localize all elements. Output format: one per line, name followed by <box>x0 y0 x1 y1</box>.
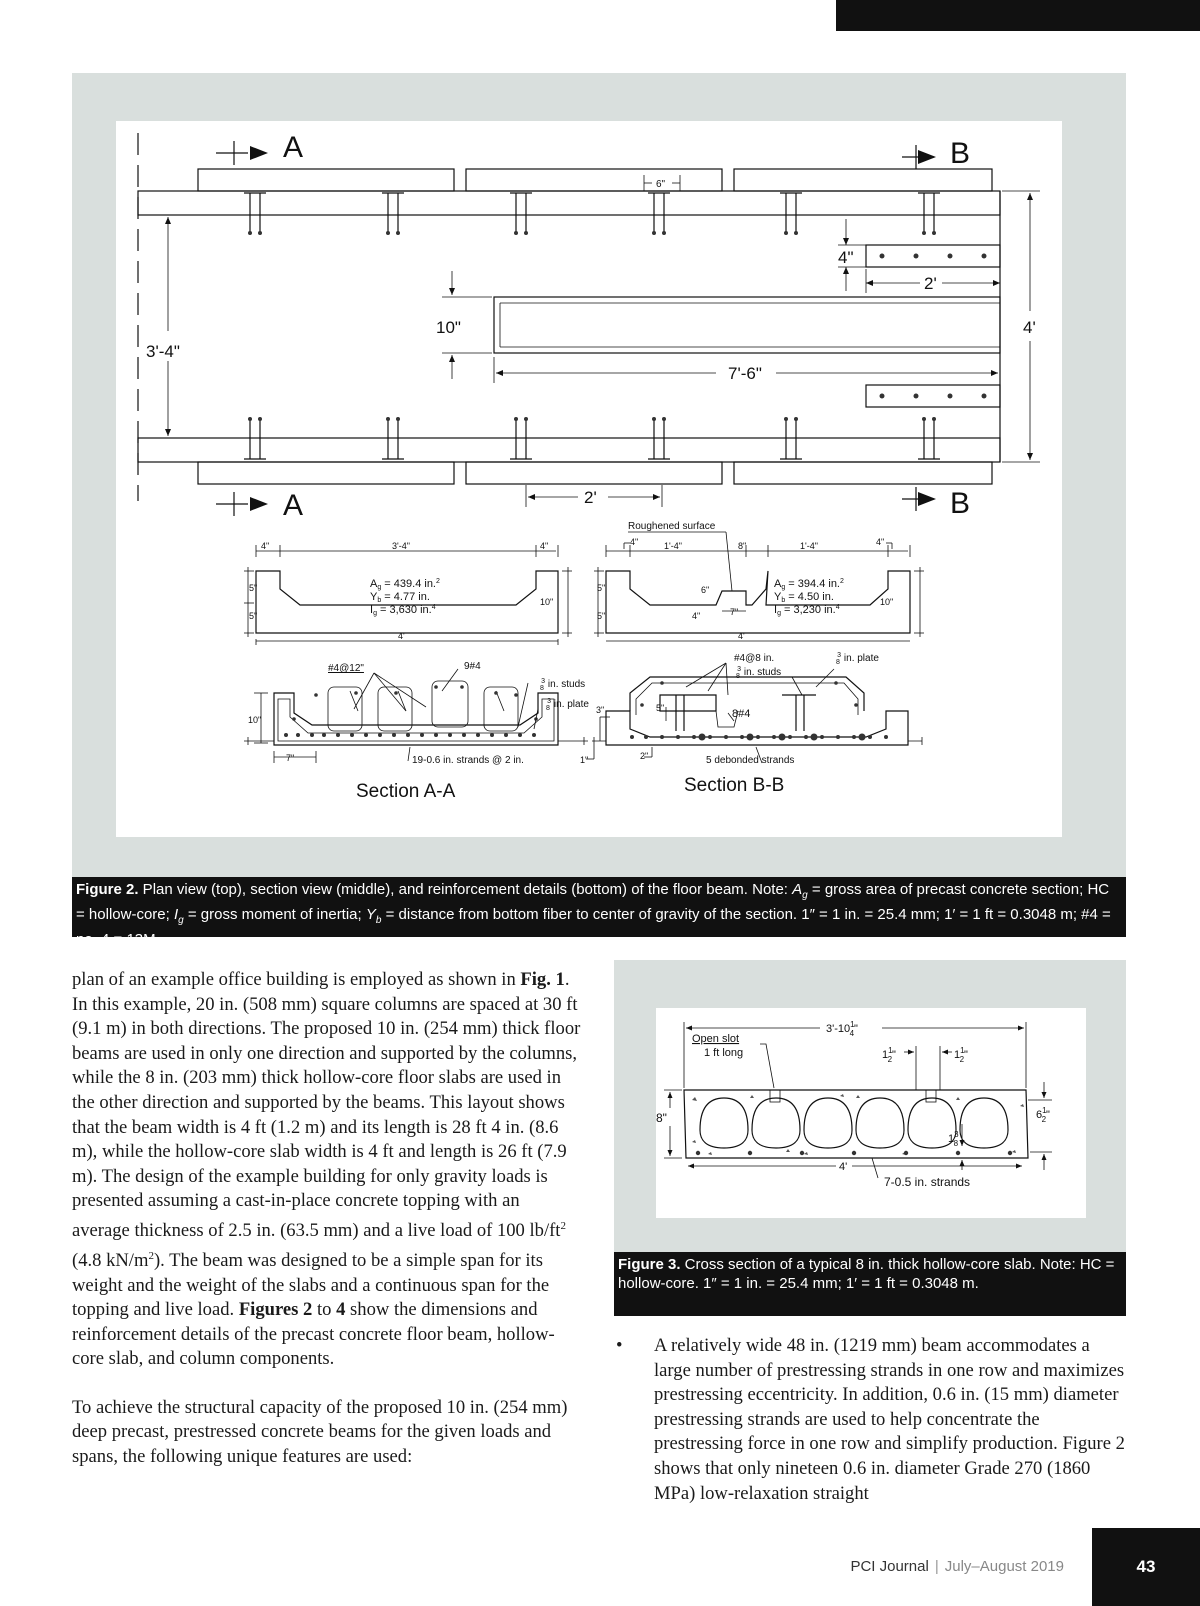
secB-dim-4b: 4' <box>738 631 745 641</box>
secA-dim-5b: 5" <box>249 611 258 621</box>
fig3-h8: 8" <box>656 1111 667 1125</box>
fig2-ref: Figures 2 <box>238 1299 313 1321</box>
caption-ig-sub: g <box>178 915 184 926</box>
secB-dim-8: 8" <box>738 541 747 551</box>
secB-bars: 8#4 <box>732 708 751 720</box>
caption-ag: A <box>792 881 803 898</box>
fig3-h6: $6^1$ 2" <box>1036 1106 1050 1124</box>
secA-dim-34: 3'-4" <box>392 541 410 551</box>
dim-4ft: 4' <box>1023 318 1036 337</box>
fig1-ref: Fig. 1 <box>520 969 565 990</box>
secA-dim-4l: 4" <box>261 541 270 551</box>
fig3-w1: $1^1$ 2" <box>882 1046 896 1064</box>
secA-ag: Ag = 439.4 in.$^2$ <box>370 578 440 591</box>
secA-strands-label: 19-0.6 in. strands @ 2 in. <box>412 755 524 766</box>
paragraph-2: To achieve the structural capacity of the proposed 10 in. (254 mm) deep precast, prestressed concrete beams for the given loads and spans, the following unique features are used: <box>72 1396 568 1468</box>
secA-studs: $^3$ 8 in. studs <box>540 678 586 692</box>
secB-dim-14l: 1'-4" <box>664 541 682 551</box>
dim-10in: 10" <box>436 318 461 337</box>
plan-view <box>138 131 1040 522</box>
plan-section-b-top: B <box>950 137 971 170</box>
secA-dim-10: 10" <box>248 715 262 725</box>
p1-e: to <box>312 1299 337 1321</box>
dim-6in: 6" <box>656 179 666 190</box>
secB-dim-5a: 5" <box>597 583 606 593</box>
figure-2-caption <box>72 877 1126 948</box>
caption-ig: I <box>173 906 179 923</box>
secB-dim-10: 10" <box>880 597 894 607</box>
secB-plate: $^3$ 8 in. plate <box>836 652 879 666</box>
page-number: 43 <box>1092 1528 1200 1606</box>
dim-7ft6in: 7'-6" <box>728 364 762 383</box>
bullet-item <box>612 1334 1128 1506</box>
secB-dim-4l: 4" <box>630 537 639 547</box>
secB-ig: Ig = 3,230 in.$^4$ <box>774 604 840 617</box>
section-b-b-detail <box>580 652 922 796</box>
secA-dim-5a: 5" <box>249 583 258 593</box>
p1-b: . In this example, 20 in. (508 mm) square columns are spaced at 30 ft (9.1 m) in both directions. The proposed 10 in. (254 mm) thick floor beams are used in only one direction and supported by the columns, while the 8 in. (203 mm) thick hollow-core floor slabs are used in the other direction and supported by the beams. This layout shows that the beam width is 4 ft (1.2 m) and its length is 28 ft 4 in. (8.6 m), while the hollow-core slab width is 4 ft and length is 26 ft (7.9 m). The design of the example building for only gravity loads is presented assuming a cast-in-place concrete topping with an average thickness of 2.5 in. (63.5 mm) and a live load of 100 lb/ft <box>72 969 581 1242</box>
figure-3-label: Figure 3. <box>618 1256 681 1273</box>
secA-stirrup: #4@12" <box>328 663 364 674</box>
caption-ag-sub: g <box>802 890 808 901</box>
secA-dim-4r: 4" <box>540 541 549 551</box>
p1-f: show the dimensions and reinforcement details of the precast concrete floor beam, hollow-core slab, and column components. <box>72 1299 555 1370</box>
dim-2ft: 2' <box>584 488 597 507</box>
fig3-width: $3'-10^1$ 4" <box>826 1020 858 1038</box>
secB-dim-7: 7" <box>730 607 739 617</box>
secB-dim-1: 1" <box>580 755 589 765</box>
section-a-a-detail <box>244 661 589 802</box>
figure-2-svg <box>116 121 1062 837</box>
figure-3-caption <box>614 1252 1126 1316</box>
figure-3-caption-text: Cross section of a typical 8 in. thick hollow-core slab. Note: HC = hollow-core. 1″ = 1 in. = 25.4 mm; 1′ = 1 ft = 0.3048 m. <box>618 1256 1115 1292</box>
secB-dim-6: 6" <box>701 585 710 595</box>
caption-yb: Y <box>365 906 376 923</box>
p1-sup1: 2 <box>560 1219 566 1232</box>
caption-text-4: = distance from bottom fiber to center of gravity of the section. 1″ = 1 in. = 25.4 mm; 1′ = 1 ft = 0.3048 m; #4 = no. 4 = 13M. <box>76 906 1111 948</box>
plan-section-a-top: A <box>283 131 304 164</box>
secB-strands-label: 5 debonded strands <box>706 755 795 766</box>
footer-separator: | <box>934 1558 939 1575</box>
fig3-slot: Open slot <box>692 1033 740 1045</box>
secA-ig: Ig = 3,630 in.$^4$ <box>370 604 436 617</box>
secB-dim-3: 3" <box>596 705 605 715</box>
secA-strands <box>284 685 538 737</box>
dim-3ft4in: 3'-4" <box>146 342 180 361</box>
right-column <box>612 1334 1128 1506</box>
figure-3-drawing <box>656 1008 1086 1218</box>
figure-2-drawing <box>116 121 1062 837</box>
secB-roughened: Roughened surface <box>628 521 716 532</box>
caption-text-2: = gross area of precast concrete section; HC = hollow-core; <box>76 881 1110 923</box>
journal-name: PCI Journal <box>850 1558 929 1575</box>
section-b-properties <box>594 521 924 641</box>
fig3-w2: $1^1$ 2" <box>954 1046 968 1064</box>
secA-dim-7: 7" <box>286 753 295 763</box>
section-a-properties <box>244 541 572 645</box>
secA-yb: Yb = 4.77 in. <box>370 591 430 604</box>
plan-section-b-bottom: B <box>950 487 971 520</box>
p1-sup2: 2 <box>148 1249 154 1262</box>
secB-dim-5: 5" <box>656 703 665 713</box>
left-column <box>72 968 582 1494</box>
footer <box>850 1558 1064 1575</box>
bullet-text: A relatively wide 48 in. (1219 mm) beam accommodates a large number of prestressing strands in one row and maximizes prestressing eccentricity. In addition, 0.6 in. (15 mm) diameter prestressing strands are used to help concentrate the prestressing force in one row and simplify production. Figure 2 shows that only nineteen 0.6 in. diameter Grade 270 (1860 MPa) low-relaxation straight <box>654 1335 1125 1504</box>
secB-ag: Ag = 394.4 in.$^2$ <box>774 578 844 591</box>
section-b-b-title: Section B-B <box>684 775 785 796</box>
top-black-bar <box>836 0 1200 31</box>
secB-yb: Yb = 4.50 in. <box>774 591 834 604</box>
fig3-strands <box>696 1151 1012 1155</box>
fig3-strands-label: 7-0.5 in. strands <box>884 1175 971 1189</box>
caption-text-1: Plan view (top), section view (middle), and reinforcement details (bottom) of the floor beam. Note: <box>138 881 793 898</box>
dim-4in: 4" <box>838 248 854 267</box>
fig3-b: $1^3$ 8 <box>948 1130 959 1148</box>
p1-d: ). The beam was designed to be a simple span for its weight and the weight of the slabs and a continuous span for the topping and live load. <box>72 1249 550 1321</box>
issue-date: July–August 2019 <box>944 1558 1064 1575</box>
secB-stirrup: #4@8 in. <box>734 653 775 664</box>
fig4-ref: 4 <box>336 1299 346 1321</box>
plan-section-a-bottom: A <box>283 489 304 522</box>
secB-dim-14r: 1'-4" <box>800 541 818 551</box>
secA-bars: 9#4 <box>464 661 481 672</box>
dim-2ft-plate: 2' <box>924 274 937 293</box>
paragraph-1 <box>72 968 582 1372</box>
figure-2-label: Figure 2. <box>76 881 139 898</box>
p1-c: (4.8 kN/m <box>72 1249 149 1271</box>
secB-studs: $^3$ 8 in. studs <box>736 666 782 680</box>
secA-dim-4b: 4' <box>398 631 405 641</box>
fig3-slot-length: 1 ft long <box>704 1047 744 1059</box>
secB-dim-5b: 5" <box>597 611 606 621</box>
secB-dim-2: 2" <box>640 751 649 761</box>
caption-yb-sub: b <box>375 915 382 926</box>
bullet-dot: • <box>616 1335 623 1356</box>
caption-text-3: = gross moment of inertia; <box>183 906 366 923</box>
p1-a: plan of an example office building is employed as shown in <box>72 969 521 990</box>
fig3-w4: 4' <box>839 1161 848 1173</box>
secA-plate: $^3$ 8 in. plate <box>546 698 589 712</box>
figure-3-svg <box>656 1008 1086 1218</box>
secA-dim-10: 10" <box>540 597 554 607</box>
section-a-a-title: Section A-A <box>356 781 456 802</box>
secB-dim-4r: 4" <box>876 537 885 547</box>
secB-dim-4s: 4" <box>692 611 701 621</box>
